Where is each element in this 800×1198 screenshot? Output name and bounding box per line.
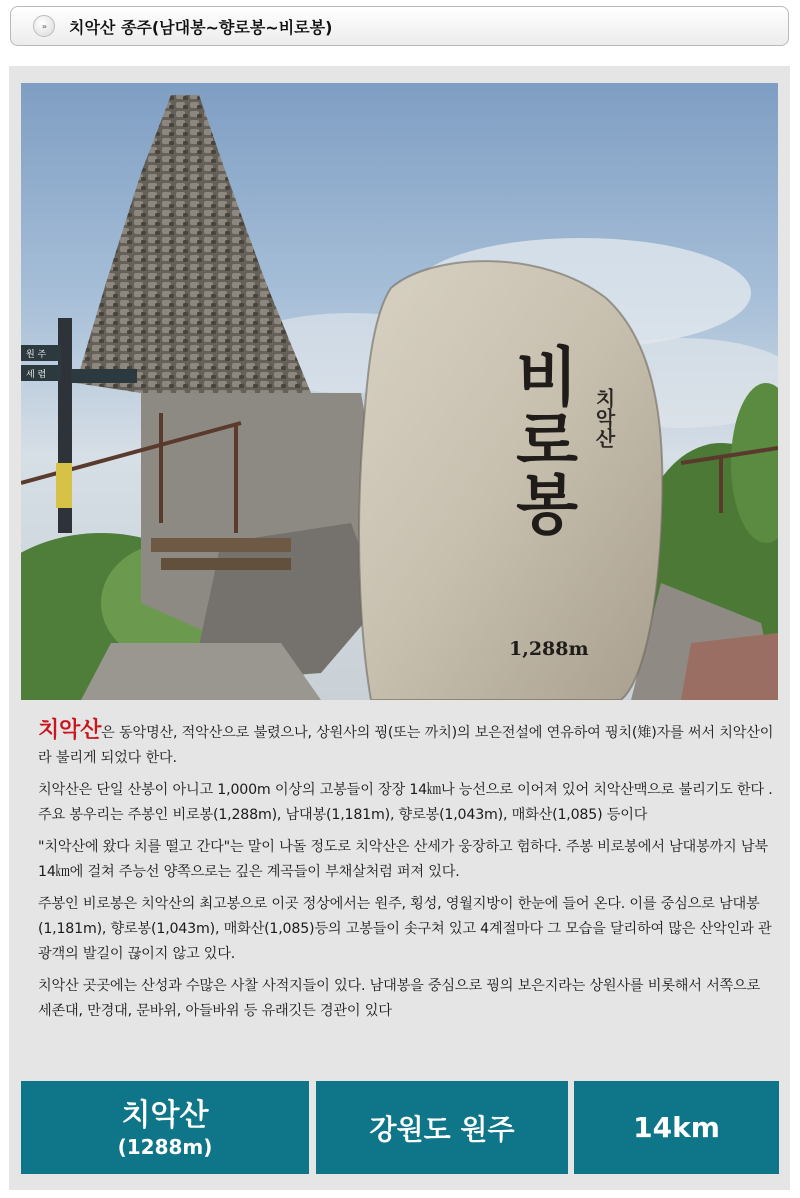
summit-photo: [21, 83, 778, 700]
title-bar: [10, 6, 789, 46]
description-paragraph: 치악산 곳곳에는 산성과 수많은 사찰 사적지들이 있다. 남대봉을 중심으로 꿩의 보은지라는 상원사를 비롯해서 서쪽으로 세존대, 만경대, 문바위, 아들바위 등 유래깃든 경관이 있다: [38, 978, 761, 1019]
stat-location-text: 강원도 원주: [369, 1112, 515, 1146]
stone-main-text: 비로봉: [504, 343, 578, 535]
stat-mountain-name: 치악산: [121, 1097, 209, 1133]
stat-distance-text: 14km: [633, 1111, 720, 1144]
description-paragraph: [38, 718, 776, 771]
stats-bar: [21, 1081, 779, 1174]
stone-small-text: 치악산: [592, 388, 616, 448]
summit-illustration: [21, 83, 778, 700]
description: [38, 718, 776, 1031]
description-paragraph: "치악산에 왔다 치를 떨고 간다"는 말이 나돌 정도로 치악산은 산세가 웅장하고 험하다. 주봉 비로봉에서 남대봉까지 남북 14㎞에 걸쳐 주능선 양쪽으로는 깊은 계곡들이 부채살처럼 퍼져 있다.: [38, 839, 768, 880]
stat-distance: [574, 1081, 779, 1174]
stone-elevation-text: 1,288m: [509, 638, 589, 660]
stat-location: [316, 1081, 568, 1174]
description-paragraph: 치악산은 단일 산봉이 아니고 1,000m 이상의 고봉들이 장장 14㎞나 능선으로 이어져 있어 치악산맥으로 불리기도 한다 . 주요 봉우리는 주봉인 비로봉(1,288m), 남대봉(1,181m), 향로봉(1,043m), 매화산(1,085) 등이다: [38, 782, 773, 823]
sign-label-seryeom: 세 렴: [26, 370, 47, 380]
stat-mountain-height: (1288m): [117, 1134, 213, 1159]
sign-label-wonju: 원 주: [26, 350, 47, 360]
stat-mountain: [21, 1081, 309, 1174]
description-text: 은 동악명산, 적악산으로 불렸으나, 상원사의 꿩(또는 까치)의 보은전설에 연유하여 꿩치(雉)자를 써서 치악산이라 불리게 되었다 한다.: [38, 725, 774, 766]
chevron-right-icon: »: [33, 15, 55, 37]
page-title: 치악산 종주(남대봉~향로봉~비로봉): [69, 17, 333, 37]
highlight-mountain-name: 치악산: [38, 718, 102, 743]
description-paragraph: 주봉인 비로봉은 치악산의 최고봉으로 이곳 정상에서는 원주, 횡성, 영월지방이 한눈에 들어 온다. 이를 중심으로 남대봉(1,181m), 향로봉(1,043m), 매화산(1,085)등의 고봉들이 솟구쳐 있고 4계절마다 그 모습을 달리하여 많은 산악인과 관광객의 발길이 끊이지 않고 있다.: [38, 896, 772, 962]
